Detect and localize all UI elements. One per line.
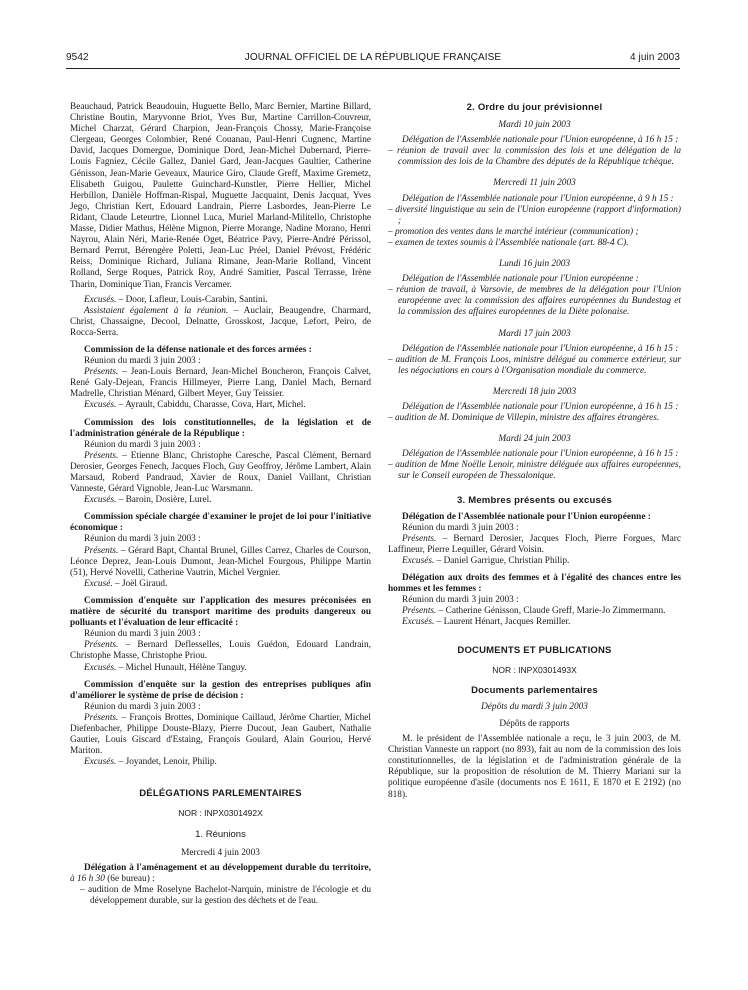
excuses-label: Excusés. [402, 556, 435, 566]
present-label: Présents. [84, 450, 119, 461]
present-label: Présents. [84, 545, 119, 556]
delegation-femmes-title: Délégation aux droits des femmes et à l'égalité des chances entre les hommes et les femmes : [388, 573, 681, 595]
present-label: Présents. [84, 712, 119, 723]
present-names: – Gérard Bapt, Chantal Brunel, Gilles Carrez, Charles de Courson, Léonce Deprez, Jean-Louis Dumont, Jean-Michel Fourgous, Philippe Martin (51), Hervé Novelli, Catherine Vautrin, Michel Vergnier. [70, 545, 371, 578]
present-names: – Etienne Blanc, Christophe Caresche, Pascal Clément, Bernard Derosier, Georges Fenech, Jacques Floch, Guy Geoffroy, Jérôme Lambert, Alain Marsaud, Roberd Pandraud, Xavier de Roux, Daniel Vaillant, Christian Vanneste, Gérard Vignoble, Jean-Luc Warsmann. [70, 450, 371, 495]
delegation-amenagement-item: – audition de Mme Roselyne Bachelot-Narquin, ministre de l'écologie et du développement durable, sur la gestion des déchets et de l'eau. [80, 884, 371, 906]
excuses-paragraph [70, 295, 371, 306]
delegation-amenagement-title [70, 863, 371, 885]
present-names: – Catherine Génisson, Claude Greff, Marie-Jo Zimmermann. [436, 606, 666, 617]
agenda-item: – audition de M. Dominique de Villepin, ministre des affaires étrangères. [388, 413, 660, 424]
agenda-intro: Délégation de l'Assemblée nationale pour l'Union européenne, à 16 h 15 : [402, 401, 679, 412]
commission-enquete-maritime-meeting: Réunion du mardi 3 juin 2003 : [84, 629, 201, 640]
commission-defense-meeting: Réunion du mardi 3 juin 2003 : [84, 356, 201, 367]
agenda-item: – réunion de travail, à Varsovie, de membres de la délégation pour l'Union européenne avec la commission des affaires européennes du Bundestag et la commission des affaires européennes de la Diète polonaise. [388, 285, 681, 318]
agenda-day: Mardi 24 juin 2003 [498, 434, 571, 445]
agenda-item: – audition de M. François Loos, ministre délégué au commerce extérieur, sur les négociations en cours à l'Organisation mondiale du commerce. [388, 354, 681, 376]
present-names: – Bernard Deflesselles, Louis Guédon, Edouard Landrain, Christophe Masse, Christophe Priou. [70, 640, 371, 662]
depot-paragraph: M. le président de l'Assemblée nationale a reçu, le 3 juin 2003, de M. Christian Vanneste un rapport (no 893), fait au nom de la commission des lois constitutionnelles, de la législation et de l'administration générale de la République, sur la proposition de résolution de M. Thierry Mariani sur la politique européenne d'asile (documents nos E 1611, E 1870 et E 2192) (no 818). [388, 734, 681, 800]
delegation-femmes-present [388, 606, 681, 617]
delegation-ue-excuses [388, 556, 681, 567]
page-header [66, 52, 680, 68]
delegation-femmes-meeting: Réunion du mardi 3 juin 2003 : [402, 595, 519, 606]
agenda-item: – promotion des ventes dans le marché intérieur (communication) ; [388, 226, 639, 237]
delegations-heading: DÉLÉGATIONS PARLEMENTAIRES [139, 788, 302, 800]
excuses-names: – Laurent Hénart, Jacques Remiller. [434, 617, 571, 628]
assistaient-paragraph [70, 306, 371, 339]
commission-enquete-maritime-excuses [70, 663, 371, 674]
issue-date: 4 juin 2003 [629, 52, 680, 63]
agenda-intro: Délégation de l'Assemblée nationale pour l'Union européenne : [402, 274, 639, 285]
excuses-label: Excusés. [84, 495, 117, 506]
commission-enquete-entreprises-meeting: Réunion du mardi 3 juin 2003 : [84, 701, 201, 712]
agenda-item: – examen de textes soumis à l'Assemblée nationale (art. 88-4 C). [388, 237, 629, 248]
present-label: Présents. [402, 606, 437, 617]
agenda-item: – réunion de travail avec la commission des lois et une délégation de la commission des lois de la Chambre des députés de la République tchèque. [388, 146, 681, 168]
delegation-ue-meeting: Réunion du mardi 3 juin 2003 : [402, 522, 519, 533]
present-names: – François Brottes, Dominique Caillaud, Jérôme Chartier, Michel Diefenbacher, Philippe Douste-Blazy, Pierre Ducout, Jean Gaubert, Nathalie Gautier, Louis Giscard d'Estaing, François Goulard, Alain Gouriou, Hervé Mariton. [70, 712, 371, 757]
excuses-names: – Joyandet, Lenoir, Philip. [116, 757, 217, 768]
excuses-label: Excusés. [84, 400, 117, 411]
agenda-intro: Délégation de l'Assemblée nationale pour l'Union européenne, à 9 h 15 : [402, 193, 674, 204]
agenda-intro: Délégation de l'Assemblée nationale pour l'Union européenne, à 16 h 15 : [402, 343, 679, 354]
nor-reference: NOR : INPX0301493X [492, 664, 577, 675]
excuses-label: Excusés. [84, 757, 117, 768]
depots-rapports-heading: Dépôts de rapports [499, 718, 570, 729]
documents-heading: DOCUMENTS ET PUBLICATIONS [457, 644, 612, 656]
excuse-label: Excusé. [84, 578, 113, 589]
documents-parlementaires-heading: Documents parlementaires [471, 684, 598, 696]
agenda-day: Lundi 16 juin 2003 [498, 259, 571, 270]
agenda-day: Mardi 17 juin 2003 [498, 328, 571, 339]
excuses-label: Excusés. [402, 617, 435, 628]
commission-defense-excuses [70, 400, 371, 411]
agenda-day: Mercredi 11 juin 2003 [493, 178, 576, 189]
nor-reference: NOR : INPX0301492X [178, 808, 263, 819]
date-heading: Mercredi 4 juin 2003 [181, 847, 260, 858]
present-names: – Bernard Derosier, Jacques Floch, Pierre Forgues, Marc Laffineur, Pierre Lequiller, Gérard Voisin. [388, 533, 681, 555]
assistaient-names: – Auclair, Beaugendre, Charmard, Christ, Chassaigne, Decool, Delnatte, Grosskost, Jacque, Lefort, Peiro, de Rocca-Serra. [70, 305, 371, 338]
reunions-heading: 1. Réunions [195, 828, 246, 840]
delegation-ue-present [388, 534, 681, 556]
depots-date: Dépôts du mardi 3 juin 2003 [481, 701, 588, 712]
commission-lois-title: Commission des lois constitutionnelles, de la législation et de l'administration générale de la République : [70, 417, 371, 439]
delegation-time: à 16 h 30 [70, 873, 105, 884]
excuses-label: Excusés. [84, 662, 117, 673]
header-rule [66, 68, 680, 69]
present-label: Présents. [402, 533, 437, 544]
membres-heading: 3. Membres présents ou excusés [457, 494, 612, 506]
journal-title: JOURNAL OFFICIEL DE LA RÉPUBLIQUE FRANÇAISE [244, 52, 502, 63]
left-column [70, 102, 371, 907]
commission-speciale-present [70, 546, 371, 579]
commission-defense-present [70, 367, 371, 400]
agenda-day: Mardi 10 juin 2003 [498, 120, 571, 131]
excuses-names: – Ayrault, Cabiddu, Charasse, Cova, Hart, Michel. [116, 400, 306, 411]
agenda-intro: Délégation de l'Assemblée nationale pour l'Union européenne, à 16 h 15 : [402, 449, 679, 460]
page-number: 9542 [66, 52, 89, 63]
present-label: Présents. [84, 367, 119, 378]
commission-enquete-entreprises-excuses [70, 757, 371, 768]
agenda-intro: Délégation de l'Assemblée nationale pour l'Union européenne, à 16 h 15 : [402, 135, 679, 146]
agenda-item: – diversité linguistique au sein de l'Union européenne (rapport d'information) ; [388, 204, 681, 226]
excuses-names: – Michel Hunault, Hélène Tanguy. [116, 662, 247, 673]
commission-lois-present [70, 451, 371, 495]
delegation-name: Délégation à l'aménagement et au développement durable du territoire, [84, 862, 371, 873]
attendees-list: Beauchaud, Patrick Beaudouin, Huguette Bello, Marc Bernier, Martine Billard, Christine Boutin, Maryvonne Briot, Yves Bur, Martine Carrillon-Couvreur, Michel Charzat, Gérard Charpion, Jean-François Chossy, Marie-Françoise Clergeau, Georges Colombier, René Couanau, Paul-Henri Cugnenc, Martine David, Jacques Domergue, Dominique Dord, Jean-Michel Dubernard, Pierre-Louis Fagniez, Cécile Gallez, Daniel Gard, Jean-Jacques Gaultier, Catherine Génisson, Jean-Marie Geveaux, Maurice Giro, Claude Greff, Maxime Gremetz, Elisabeth Guigou, Paulette Guinchard-Kunstler, Pierre Hellier, Michel Herbillon, Danièle Hoffman-Rispal, Muguette Jacquaint, Denis Jacquat, Yves Jego, Christian Kert, Edouard Landrain, Pierre Lasbordes, Jean-Pierre Le Ridant, Claude Leteurtre, Lionnel Luca, Muriel Marland-Militello, Christophe Masse, Didier Mathus, Hélène Mignon, Pierre Morange, Nadine Morano, Henri Nayrou, Alain Néri, Marie-Renée Oget, Béatrice Pavy, Pierre-André Périssol, Bernard Perrut, Bérengère Poletti, Jean-Luc Préel, Daniel Prévost, Frédéric Reiss, Dominique Richard, Juliana Rimane, Jean-Marie Rolland, Vincent Rolland, Serge Roques, Patrick Roy, André Samitier, Pascal Terrasse, Irène Tharin, Dominique Tian, Francis Vercamer. [70, 102, 371, 290]
delegation-ue-title: Délégation de l'Assemblée nationale pour l'Union européenne : [402, 511, 651, 522]
excuses-names: – Baroin, Dosière, Lurel. [116, 495, 212, 506]
commission-lois-meeting: Réunion du mardi 3 juin 2003 : [84, 439, 201, 450]
assistaient-label: Assistaient également à la réunion. [84, 305, 229, 316]
ordre-du-jour-heading: 2. Ordre du jour prévisionnel [466, 102, 603, 113]
commission-speciale-title: Commission spéciale chargée d'examiner le projet de loi pour l'initiative économique : [70, 512, 371, 534]
present-names: – Jean-Louis Bernard, Jean-Michel Boucheron, François Calvet, René Galy-Dejean, Francis Hillmeyer, Pierre Lang, Daniel Mach, Bernard Madrelle, Christian Ménard, Gilbert Meyer, Guy Teissier. [70, 367, 371, 400]
commission-enquete-entreprises-title: Commission d'enquête sur la gestion des entreprises publiques afin d'améliorer le système de prise de décision : [70, 679, 371, 701]
excuse-names: – Joël Giraud. [112, 578, 168, 589]
excuses-names: – Door, Lafleur, Louis-Carabin, Santini. [116, 294, 268, 305]
commission-lois-excuses [70, 495, 371, 506]
commission-speciale-excuse [70, 579, 371, 590]
commission-enquete-maritime-title: Commission d'enquête sur l'application des mesures préconisées en matière de sécurité du transport maritime des produits dangereux ou polluants et l'évaluation de leur efficacité : [70, 595, 371, 629]
commission-enquete-maritime-present [70, 640, 371, 662]
commission-enquete-entreprises-present [70, 713, 371, 757]
present-label: Présents. [84, 640, 119, 651]
commission-speciale-meeting: Réunion du mardi 3 juin 2003 : [84, 534, 201, 545]
delegation-femmes-excuses [388, 617, 681, 628]
excuses-label: Excusés. [84, 294, 117, 305]
right-column [388, 102, 681, 801]
excuses-names: – Daniel Garrigue, Christian Philip. [434, 556, 570, 566]
agenda-day: Mercredi 18 juin 2003 [492, 386, 577, 397]
agenda-item: – audition de Mme Noëlle Lenoir, ministre déléguée aux affaires européennes, sur le Conseil européen de Thessalonique. [388, 460, 681, 482]
commission-defense-title: Commission de la défense nationale et des forces armées : [84, 344, 312, 355]
delegation-place: (6e bureau) : [104, 873, 155, 884]
